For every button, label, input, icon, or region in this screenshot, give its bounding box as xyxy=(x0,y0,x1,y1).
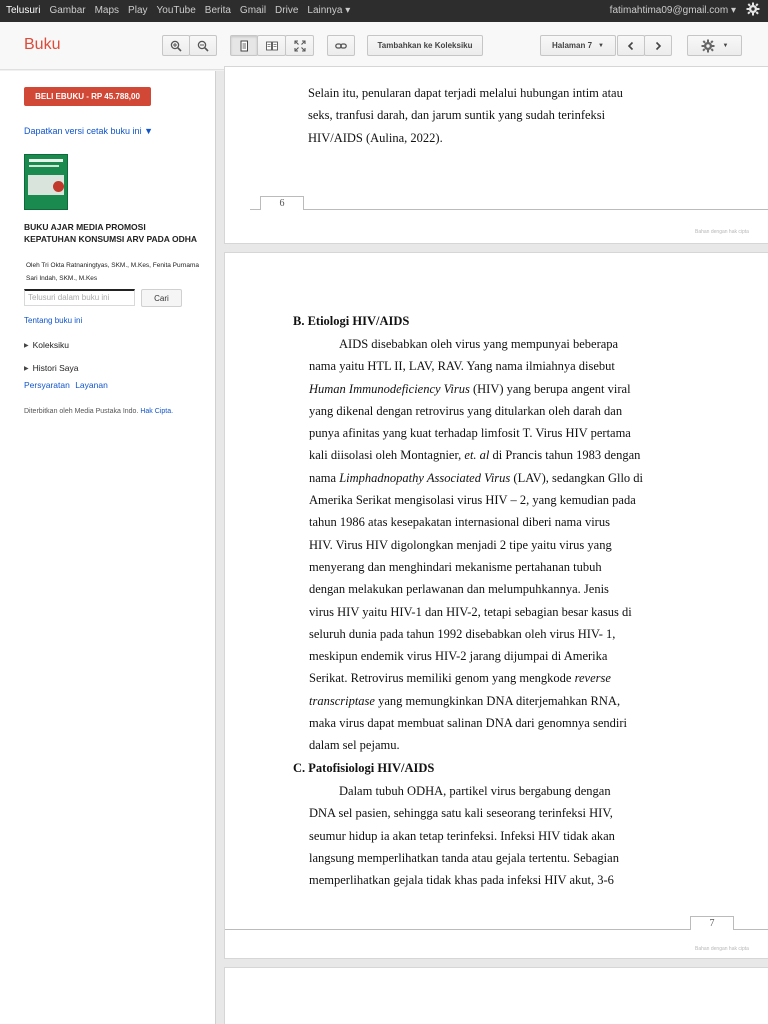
chevron-right-icon: ▶ xyxy=(24,365,29,372)
book-page-8 xyxy=(224,967,768,1024)
book-authors: Oleh Tri Okta Ratnaningtyas, SKM., M.Kes, Fenita Purnama Sari Indah, SKM., M.Kes xyxy=(26,262,200,282)
gbar-link-search[interactable]: Telusuri xyxy=(6,5,41,16)
previous-page-button[interactable] xyxy=(617,35,645,56)
paragraph-line: menyerang dan menghindari mekanisme pertahanan tubuh xyxy=(309,559,602,574)
paragraph-line: kali diisolasi oleh Montagnier, et. al di Prancis tahun 1983 dengan xyxy=(309,448,641,463)
gbar-link-maps[interactable]: Maps xyxy=(94,5,120,16)
single-page-icon xyxy=(238,40,250,52)
paragraph-line: transcriptase yang memungkinkan DNA diterjemahkan RNA, xyxy=(309,693,621,708)
gear-icon xyxy=(701,39,715,53)
paragraph-line: Serikat. Retrovirus memiliki genom yang mengkode reverse xyxy=(309,671,611,686)
link-icon xyxy=(335,40,347,52)
gbar-link-youtube[interactable]: YouTube xyxy=(156,5,196,16)
zoom-in-button[interactable] xyxy=(162,35,190,56)
page6-cut-line xyxy=(308,72,692,82)
paragraph-line: nama yaitu HTL II, LAV, RAV. Yang nama ilmiahnya disebut xyxy=(309,359,615,374)
section-heading-c: C. Patofisiologi HIV/AIDS xyxy=(293,761,435,775)
nav-collections-label: Koleksiku xyxy=(32,340,70,350)
google-bar xyxy=(0,0,768,22)
copyright-watermark: Bahan dengan hak cipta xyxy=(695,946,749,952)
page-number-6: 6 xyxy=(260,196,304,210)
terms-of-service-link[interactable]: Persyaratan Layanan xyxy=(24,380,108,390)
zoom-out-icon xyxy=(197,40,209,52)
nav-history[interactable] xyxy=(24,363,78,373)
publisher-text: Diterbitkan oleh Media Pustaka Indo. xyxy=(24,408,139,415)
paragraph-line: Amerika Serikat mengisolasi virus HIV – 2, yang kemudian pada xyxy=(309,493,636,508)
chevron-right-icon: ▶ xyxy=(24,342,29,349)
page-number-rule xyxy=(734,929,768,930)
buy-ebook-button[interactable]: BELI EBUKU - RP 45.788,00 xyxy=(24,87,151,106)
book-reader[interactable] xyxy=(215,71,768,1024)
paragraph-line: yang dikenal dengan retrovirus yang ditularkan oleh darah dan xyxy=(309,403,623,418)
nav-history-label: Histori Saya xyxy=(32,363,79,373)
settings-button[interactable] xyxy=(687,35,742,56)
two-page-icon xyxy=(266,40,278,52)
paragraph-line: dalam sel pejamu. xyxy=(309,738,400,753)
section-b-paragraph xyxy=(309,333,692,757)
page6-line: HIV/AIDS (Aulina, 2022). xyxy=(308,130,443,145)
paragraph-line: virus HIV yaitu HIV-1 dan HIV-2, tetapi sebagian besar kasus di xyxy=(309,604,632,619)
next-page-button[interactable] xyxy=(644,35,672,56)
zoom-out-button[interactable] xyxy=(189,35,217,56)
gear-icon[interactable] xyxy=(746,2,760,18)
chevron-down-icon: ▼ xyxy=(722,42,729,49)
get-print-copy-link[interactable]: Dapatkan versi cetak buku ini ▼ xyxy=(24,126,153,136)
paragraph-line: tahun 1986 atas kesepakatan internasional diberi nama virus xyxy=(309,515,610,530)
page-number-7: 7 xyxy=(690,916,734,930)
paragraph-line: Dalam tubuh ODHA, partikel virus bergabung dengan xyxy=(339,784,611,798)
paragraph-line: meskipun endemik virus HIV-2 jarang dijumpai di Amerika xyxy=(309,649,608,664)
book-page-7 xyxy=(224,252,768,959)
page6-text xyxy=(308,72,692,149)
copyright-watermark: Bahan dengan hak cipta xyxy=(695,229,749,235)
gbar-link-play[interactable]: Play xyxy=(128,5,148,16)
zoom-in-icon xyxy=(170,40,182,52)
fullscreen-button[interactable] xyxy=(285,35,314,56)
gbar-link-news[interactable]: Berita xyxy=(204,5,231,16)
search-in-book-input[interactable]: Telusuri dalam buku ini xyxy=(24,289,135,306)
paragraph-line: punya afinitas yang kuat terhadap limfosit T. Virus HIV pertama xyxy=(309,426,631,441)
chevron-left-icon xyxy=(625,40,637,52)
two-page-view-button[interactable] xyxy=(257,35,286,56)
paragraph-line: HIV. Virus HIV digolongkan menjadi 2 tipe yaitu virus yang xyxy=(309,537,612,552)
page6-line: seks, tranfusi darah, dan jarum suntik yang sudah terinfeksi xyxy=(308,108,606,123)
paragraph-line: dengan melakukan perlawanan dan melumpuhkannya. Jenis xyxy=(309,582,609,597)
page-number-rule xyxy=(225,929,690,930)
page-number-rule xyxy=(304,209,768,210)
add-to-collection-button[interactable]: Tambahkan ke Koleksiku xyxy=(367,35,483,56)
section-heading-b: B. Etiologi HIV/AIDS xyxy=(293,314,410,328)
copyright-link[interactable]: Hak Cipta. xyxy=(140,408,174,415)
google-bar-links xyxy=(6,5,350,16)
chevron-down-icon: ▼ xyxy=(598,42,604,49)
gbar-link-gmail[interactable]: Gmail xyxy=(239,5,267,16)
gbar-link-drive[interactable]: Drive xyxy=(275,5,299,16)
paragraph-line: seumur hidup ia akan tetap terinfeksi. Infeksi HIV tidak akan xyxy=(309,828,615,843)
book-page-6 xyxy=(224,66,768,244)
book-cover[interactable] xyxy=(24,154,68,210)
paragraph-line: Human Immunodeficiency Virus (HIV) yang berupa angent viral xyxy=(309,381,631,396)
gbar-link-more[interactable]: Lainnya ▾ xyxy=(307,5,351,16)
books-header xyxy=(0,22,768,70)
book-title: BUKU AJAR MEDIA PROMOSI KEPATUHAN KONSUMSI ARV PADA ODHA xyxy=(24,222,197,244)
publisher-info xyxy=(24,406,194,418)
page-select-label: Halaman 7 xyxy=(552,41,593,50)
books-logo[interactable]: Buku xyxy=(24,36,61,53)
link-button[interactable] xyxy=(327,35,355,56)
section-c-paragraph xyxy=(309,780,692,891)
about-book-link[interactable]: Tentang buku ini xyxy=(24,316,83,325)
paragraph-line: DNA sel pasien, sehingga satu kali seseorang terinfeksi HIV, xyxy=(309,806,613,821)
gbar-link-images[interactable]: Gambar xyxy=(49,5,86,16)
search-button[interactable]: Cari xyxy=(141,289,182,307)
paragraph-line: memperlihatkan gejala tidak khas pada infeksi HIV akut, 3-6 xyxy=(309,873,614,888)
page-select[interactable] xyxy=(540,35,616,56)
account-menu[interactable]: fatimahtima09@gmail.com ▾ xyxy=(609,5,736,16)
book-sidebar xyxy=(0,71,215,1024)
paragraph-line: seluruh dunia pada tahun 1992 disebabkan oleh virus HIV- 1, xyxy=(309,626,616,641)
paragraph-line: maka virus dapat membuat salinan DNA dari genomnya sendiri xyxy=(309,716,627,731)
page6-line: Selain itu, penularan dapat terjadi melalui hubungan intim atau xyxy=(308,86,623,100)
paragraph-line: langsung memperlihatkan tanda atau gejala tertentu. Sebagian xyxy=(309,850,619,865)
paragraph-line: AIDS disebabkan oleh virus yang mempunyai beberapa xyxy=(339,337,619,351)
single-page-view-button[interactable] xyxy=(230,35,258,56)
fullscreen-icon xyxy=(294,40,306,52)
nav-collections[interactable] xyxy=(24,340,69,350)
paragraph-line: nama Limphadnopathy Associated Virus (LAV), sedangkan Gllo di xyxy=(309,470,644,485)
chevron-right-icon xyxy=(652,40,664,52)
